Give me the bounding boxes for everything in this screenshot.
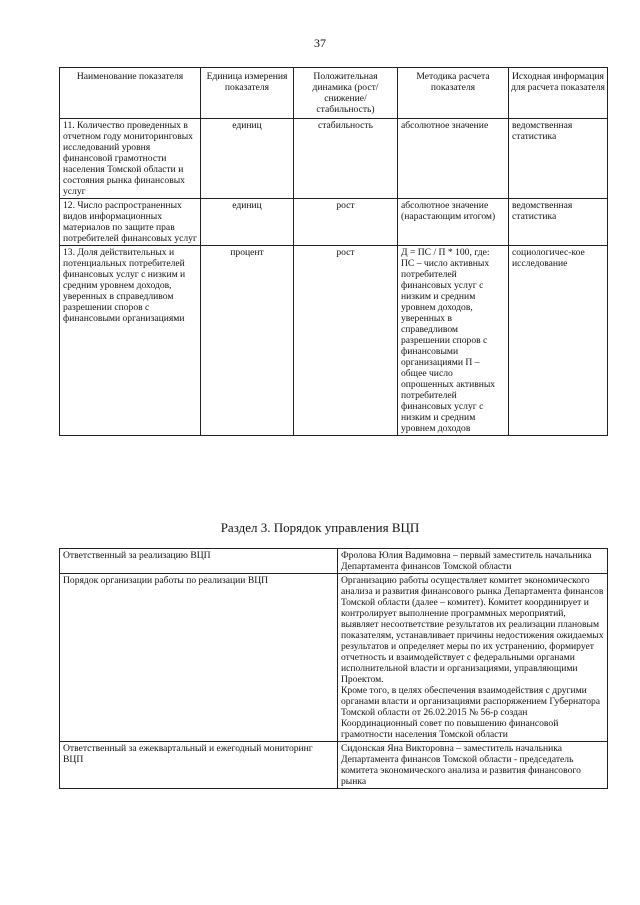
management-table <box>59 548 608 789</box>
indicator-unit: процент <box>201 246 294 436</box>
indicator-method: абсолютное значение (нарастающим итогом) <box>398 199 509 246</box>
table-row <box>60 119 608 199</box>
management-label: Ответственный за реализацию ВЦП <box>60 549 338 574</box>
indicator-name: 11. Количество проведенных в отчетном году мониторинговых исследований уровня финансовой грамотности населения Томской области и состояния рынка финансовых услуг <box>60 119 201 199</box>
management-value: Организацию работы осуществляет комитет экономического анализа и развития финансового рынка Департамента финансов Томской области (далее – комитет). Комитет координирует и контролирует выполнение программных мероприятий, выявляет несоответствие результатов их реализации плановым показателям, устанавливает причины недостижения ожидаемых результатов и определяет меры по их устранению, формирует отчетность и взаимодействует с федеральными органами исполнительной власти и организациями, управляющими Проектом. <box>341 575 604 685</box>
header-source: Исходная информация для расчета показателя <box>509 68 608 119</box>
table-row <box>60 246 608 436</box>
header-unit: Единица измерения показателя <box>201 68 294 119</box>
indicators-header-row <box>60 68 608 119</box>
header-indicator-name: Наименование показателя <box>60 68 201 119</box>
indicator-dynamics: стабильность <box>294 119 398 199</box>
indicator-source: социологичес-кое исследование <box>509 246 608 436</box>
page-number: 37 <box>314 36 326 50</box>
table-row <box>60 549 608 574</box>
indicators-table <box>59 67 608 436</box>
indicator-source: ведомственная статистика <box>509 119 608 199</box>
indicator-source: ведомственная статистика <box>509 199 608 246</box>
management-value: Фролова Юлия Вадимовна – первый заместитель начальника Департамента финансов Томской области <box>338 549 608 574</box>
management-label: Ответственный за ежеквартальный и ежегодный мониторинг ВЦП <box>60 742 338 789</box>
table-row <box>60 742 608 789</box>
indicator-method: абсолютное значение <box>398 119 509 199</box>
section-title: Раздел 3. Порядок управления ВЦП <box>220 520 420 535</box>
indicator-dynamics: рост <box>294 246 398 436</box>
management-value-cell <box>338 574 608 742</box>
indicator-name: 12. Число распространенных видов информационных материалов по защите прав потребителей финансовых услуг <box>60 199 201 246</box>
header-method: Методика расчета показателя <box>398 68 509 119</box>
management-label: Порядок организации работы по реализации ВЦП <box>60 574 338 742</box>
table-row <box>60 199 608 246</box>
table-row <box>60 574 608 742</box>
indicator-unit: единиц <box>201 199 294 246</box>
indicator-name: 13. Доля действительных и потенциальных потребителей финансовых услуг с низким и средним уровнем доходов, уверенных в справедливом разрешении споров с финансовыми организациями <box>60 246 201 436</box>
header-dynamics: Положительная динамика (рост/снижение/стабильность) <box>294 68 398 119</box>
management-value-extra: Кроме того, в целях обеспечения взаимодействия с другими органами власти и организациями распоряжением Губернатора Томской области от 26.02.2015 № 56-р создан Координационный совет по повышению финансовой грамотности населения Томской области <box>341 685 601 740</box>
indicator-dynamics: рост <box>294 199 398 246</box>
management-value: Сидонская Яна Викторовна – заместитель начальника Департамента финансов Томской области - председатель комитета экономического анализа и развития финансового рынка <box>338 742 608 789</box>
indicator-unit: единиц <box>201 119 294 199</box>
indicator-method: Д = ПС / П * 100, где: ПС – число активных потребителей финансовых услуг с низким и средним уровнем доходов, уверенных в справедливом разрешении споров с финансовыми организациями П – общее число опрошенных активных потребителей финансовых услуг с низким и средним уровнем доходов <box>398 246 509 436</box>
